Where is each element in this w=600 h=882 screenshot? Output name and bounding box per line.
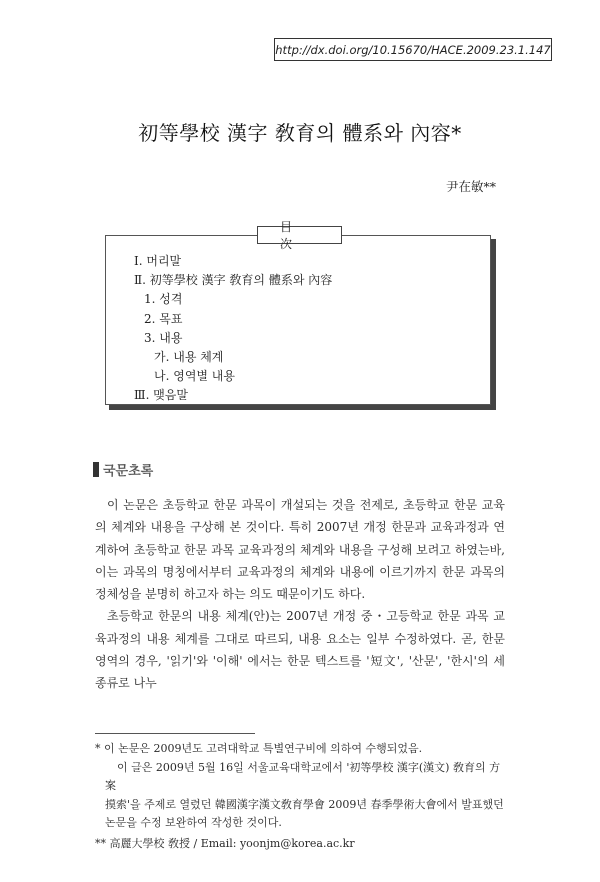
footnote-divider <box>95 733 255 734</box>
toc-item: 나. 영역별 내용 <box>154 369 235 384</box>
footnote-1-cont: 摸索'을 주제로 열렸던 韓國漢字漢文敎育學會 2009년 春季學術大會에서 발표했던 <box>105 797 504 811</box>
toc-shadow-right <box>491 239 496 409</box>
toc-item: 1. 성격 <box>144 292 183 307</box>
footnote-marker: ** <box>95 836 106 850</box>
footnote-1-cont: 논문을 수정 보완하여 작성한 것이다. <box>105 816 282 830</box>
footnotes <box>95 740 505 854</box>
footnote-1 <box>95 740 505 759</box>
footnote-1-cont: 이 글은 2009년 5월 16일 서울교육대학교에서 '初等學校 漢字(漢文) 敎育의 方案 <box>105 760 501 793</box>
toc-label: 目次 <box>257 226 342 244</box>
doi-link[interactable]: http://dx.doi.org/10.15670/HACE.2009.23.1.147 <box>274 38 552 61</box>
abstract-paragraph: 초등학교 한문의 내용 체계(안)는 2007년 개정 중・고등학교 한문 과목 교육과정의 내용 체계를 그대로 따르되, 내용 요소는 일부 수정하였다. 곧, 한문 영역의 경우, '읽기'와 '이해' 에서는 한문 텍스트를 '短文', '산문', '한시'의 세 종류로 나누 <box>95 609 505 691</box>
abstract-heading <box>93 460 153 479</box>
toc-shadow-bottom <box>109 405 496 410</box>
footnote-marker: * <box>95 742 101 755</box>
toc-list <box>134 252 332 406</box>
abstract-body <box>95 494 505 695</box>
author-name: 尹在敏** <box>445 179 496 194</box>
footnote-text: 이 논문은 2009년도 고려대학교 특별연구비에 의하여 수행되었음. <box>104 742 423 755</box>
abstract-paragraph: 이 논문은 초등학교 한문 과목이 개설되는 것을 전제로, 초등학교 한문 교육의 체계와 내용을 구상해 본 것이다. 특히 2007년 개정 한문과 교육과정과 연계하여 초등학교 한문 과목 교육과정의 체계와 내용을 구성해 보려고 하였는바, 이는 과목의 명칭에서부터 교육과정의 체계와 내용에 이르기까지 한문 과목의 정체성을 분명히 하고자 하는 의도 때문이기도 하다. <box>95 498 505 602</box>
toc-item: 가. 내용 체계 <box>154 349 224 364</box>
toc-item: Ⅱ. 初等學校 漢字 敎育의 體系와 內容 <box>134 273 333 288</box>
toc-item: Ⅰ. 머리말 <box>134 254 182 268</box>
footnote-2 <box>95 835 505 854</box>
paper-title: 初等學校 漢字 敎育의 體系와 內容* <box>138 121 462 145</box>
author-affiliation-email: 高麗大學校 敎授 / Email: yoonjm@korea.ac.kr <box>109 836 355 850</box>
toc-item: 3. 내용 <box>144 330 183 345</box>
toc-item: 2. 목표 <box>144 311 183 326</box>
heading-bar-marker <box>93 462 99 477</box>
toc-item: Ⅲ. 맺음말 <box>134 388 188 403</box>
abstract-heading-text: 국문초록 <box>103 464 154 479</box>
